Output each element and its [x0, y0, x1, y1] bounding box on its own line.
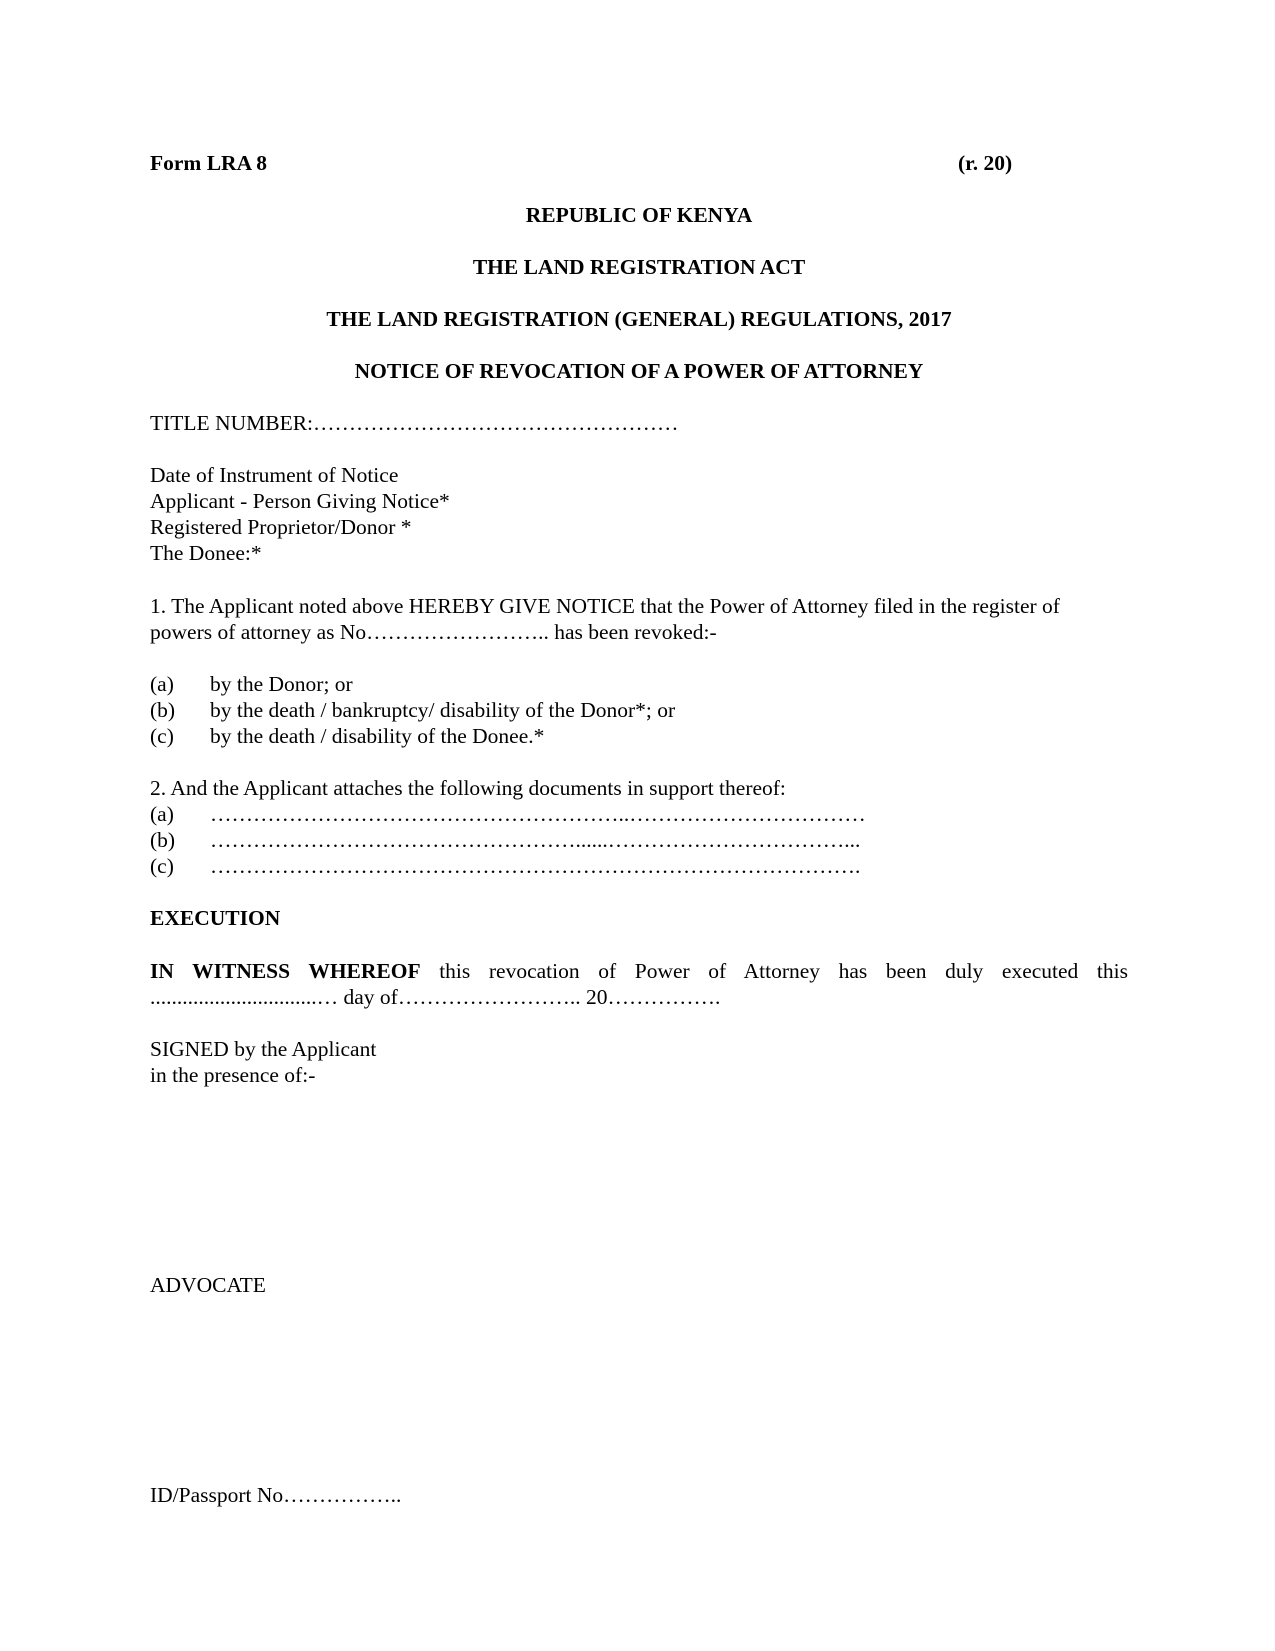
- document-label: (a): [150, 802, 174, 826]
- in-presence-of: in the presence of:-: [150, 1063, 316, 1087]
- document-a: [150, 801, 866, 827]
- advocate-label: ADVOCATE: [150, 1273, 266, 1297]
- title-number-label: TITLE NUMBER:: [150, 411, 314, 435]
- revocation-option-a: [150, 671, 353, 697]
- option-text: by the Donor; or: [210, 672, 353, 696]
- title-number-blank[interactable]: ……………………………………………: [313, 411, 679, 435]
- revocation-option-c: [150, 723, 544, 749]
- paragraph-1-line-2: powers of attorney as No…………………….. has been revoked:-: [150, 620, 717, 644]
- document-blank[interactable]: ……………………………………………......……………………………...: [210, 828, 861, 852]
- title-act: THE LAND REGISTRATION ACT: [472, 255, 806, 279]
- revocation-option-b: [150, 697, 675, 723]
- title-regulations: THE LAND REGISTRATION (GENERAL) REGULATIONS, 2017: [326, 307, 952, 331]
- paragraph-2-intro: 2. And the Applicant attaches the following documents in support thereof:: [150, 776, 786, 800]
- date-of-instrument-label: Date of Instrument of Notice: [150, 463, 399, 487]
- applicant-label: Applicant - Person Giving Notice*: [150, 489, 450, 513]
- option-text: by the death / bankruptcy/ disability of the Donor*; or: [210, 698, 676, 722]
- witness-clause: [150, 958, 1128, 1010]
- title-notice: NOTICE OF REVOCATION OF A POWER OF ATTORNEY: [354, 359, 924, 383]
- title-number-field: [150, 410, 679, 436]
- title-republic: REPUBLIC OF KENYA: [525, 203, 753, 227]
- document-c: [150, 853, 860, 879]
- witness-text: this revocation of Power of Attorney has been duly executed this: [420, 959, 1128, 983]
- option-label: (a): [150, 672, 174, 696]
- rule-reference: (r. 20): [958, 151, 1013, 175]
- id-passport-field[interactable]: ID/Passport No……………..: [150, 1483, 402, 1507]
- execution-heading: EXECUTION: [150, 906, 281, 930]
- witness-line-2[interactable]: ...............................… day of…………………….. 20…………….: [150, 985, 721, 1009]
- document-blank[interactable]: ……………………………………………………………………………….: [210, 854, 861, 878]
- registered-proprietor-label: Registered Proprietor/Donor *: [150, 515, 412, 539]
- option-text: by the death / disability of the Donee.*: [210, 724, 545, 748]
- document-label: (c): [150, 854, 174, 878]
- document-label: (b): [150, 828, 176, 852]
- donee-label: The Donee:*: [150, 541, 262, 565]
- signed-by-applicant: SIGNED by the Applicant: [150, 1037, 377, 1061]
- option-label: (b): [150, 698, 176, 722]
- paragraph-1-line-1: 1. The Applicant noted above HEREBY GIVE NOTICE that the Power of Attorney filed in the register of: [150, 594, 1060, 618]
- document-blank[interactable]: …………………………………………………..……………………………: [210, 802, 866, 826]
- form-label: Form LRA 8: [150, 151, 268, 175]
- option-label: (c): [150, 724, 174, 748]
- document-b: [150, 827, 860, 853]
- witness-bold: IN WITNESS WHEREOF: [150, 959, 421, 983]
- witness-line-1: [150, 958, 1128, 984]
